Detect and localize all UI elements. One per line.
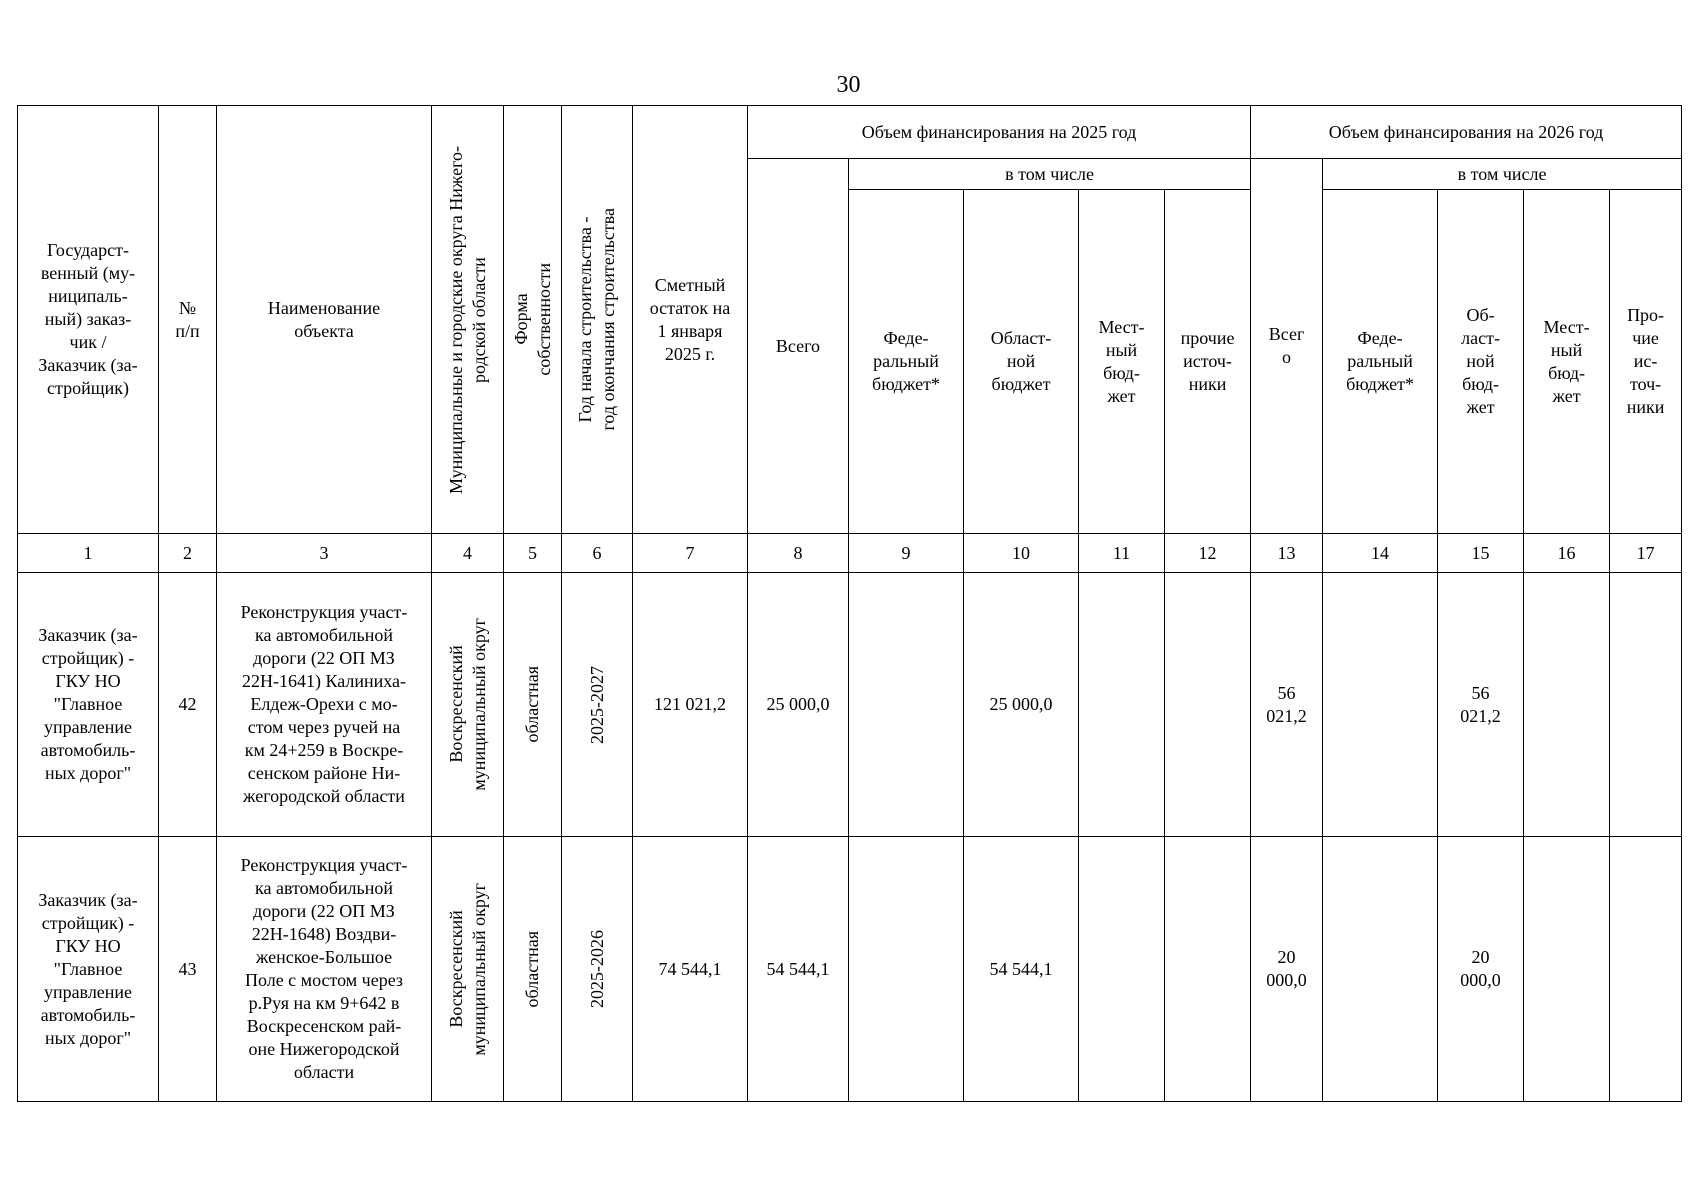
header-local-2025: Мест- ный бюд- жет xyxy=(1079,190,1165,534)
column-number-row xyxy=(18,534,1682,573)
header-federal-2025: Феде- ральный бюджет* xyxy=(849,190,964,534)
row-years-cell xyxy=(562,837,633,1102)
row-municipality-cell xyxy=(432,573,504,837)
row-estimate: 74 544,1 xyxy=(633,837,748,1102)
column-number: 9 xyxy=(849,534,964,573)
row-regional-2026: 20 000,0 xyxy=(1438,837,1524,1102)
header-years: Год начала строительства - год окончания строительства xyxy=(575,208,618,431)
header-row-1 xyxy=(18,106,1682,159)
header-municipality: Муниципальные и городские округа Нижего- родской области xyxy=(445,145,489,494)
column-number: 3 xyxy=(217,534,432,573)
column-number: 8 xyxy=(748,534,849,573)
row-regional-2026: 56 021,2 xyxy=(1438,573,1524,837)
column-number: 12 xyxy=(1165,534,1251,573)
row-total-2026: 56 021,2 xyxy=(1251,573,1323,837)
header-funding-2026: Объем финансирования на 2026 год xyxy=(1251,106,1682,159)
row-years: 2025-2026 xyxy=(586,930,607,1008)
row-customer: Заказчик (за- стройщик) - ГКУ НО "Главное управление автомобиль- ных дорог" xyxy=(18,573,159,837)
row-other-2026 xyxy=(1610,573,1682,837)
row-ownership: областная xyxy=(522,666,542,743)
header-number: № п/п xyxy=(159,106,217,534)
column-number: 14 xyxy=(1323,534,1438,573)
header-years-cell xyxy=(562,106,633,534)
row-object-name: Реконструкция участ- ка автомобильной дороги (22 ОП МЗ 22Н-1641) Калиниха- Елдеж-Орехи с мо- стом через ручей на км 24+259 в Воскре- сенском районе Ни- жегородской области xyxy=(217,573,432,837)
row-other-2025 xyxy=(1165,573,1251,837)
header-customer: Государст- венный (му- ниципаль- ный) заказ- чик / Заказчик (за- стройщик) xyxy=(18,106,159,534)
row-years: 2025-2027 xyxy=(586,665,607,744)
column-number: 1 xyxy=(18,534,159,573)
column-number: 6 xyxy=(562,534,633,573)
row-municipality: Воскресенский муниципальный округ xyxy=(445,618,489,791)
row-municipality-cell xyxy=(432,837,504,1102)
header-regional-2025: Област- ной бюджет xyxy=(964,190,1079,534)
row-regional-2025: 54 544,1 xyxy=(964,837,1079,1102)
column-number: 10 xyxy=(964,534,1079,573)
row-number: 43 xyxy=(159,837,217,1102)
header-object-name: Наименование объекта xyxy=(217,106,432,534)
row-object-name: Реконструкция участ- ка автомобильной дороги (22 ОП МЗ 22Н-1648) Воздви- женское-Большое Поле с мостом через р.Руя на км 9+642 в Воскресенском рай- оне Нижегородской области xyxy=(217,837,432,1102)
header-funding-2025: Объем финансирования на 2025 год xyxy=(748,106,1251,159)
column-number: 11 xyxy=(1079,534,1165,573)
row-total-2025: 54 544,1 xyxy=(748,837,849,1102)
column-number: 7 xyxy=(633,534,748,573)
header-including-2026: в том числе xyxy=(1323,159,1682,190)
header-total-2025: Всего xyxy=(748,159,849,534)
header-estimate: Сметный остаток на 1 января 2025 г. xyxy=(633,106,748,534)
row-other-2026 xyxy=(1610,837,1682,1102)
table-row xyxy=(18,837,1682,1102)
column-number: 16 xyxy=(1524,534,1610,573)
row-estimate: 121 021,2 xyxy=(633,573,748,837)
row-federal-2026 xyxy=(1323,837,1438,1102)
row-ownership-cell xyxy=(504,837,562,1102)
column-number: 15 xyxy=(1438,534,1524,573)
row-federal-2025 xyxy=(849,837,964,1102)
header-local-2026: Мест- ный бюд- жет xyxy=(1524,190,1610,534)
row-local-2026 xyxy=(1524,837,1610,1102)
row-local-2025 xyxy=(1079,573,1165,837)
row-other-2025 xyxy=(1165,837,1251,1102)
header-ownership-cell xyxy=(504,106,562,534)
page-number: 30 xyxy=(836,72,861,98)
header-municipality-cell xyxy=(432,106,504,534)
row-federal-2025 xyxy=(849,573,964,837)
row-local-2026 xyxy=(1524,573,1610,837)
row-ownership-cell xyxy=(504,573,562,837)
row-customer: Заказчик (за- стройщик) - ГКУ НО "Главное управление автомобиль- ных дорог" xyxy=(18,837,159,1102)
row-federal-2026 xyxy=(1323,573,1438,837)
column-number: 2 xyxy=(159,534,217,573)
row-ownership: областная xyxy=(522,930,542,1008)
header-ownership: Форма собственности xyxy=(510,263,554,376)
row-years-cell xyxy=(562,573,633,837)
header-other-2025: прочие источ- ники xyxy=(1165,190,1251,534)
table-row xyxy=(18,573,1682,837)
header-regional-2026: Об- ласт- ной бюд- жет xyxy=(1438,190,1524,534)
row-number: 42 xyxy=(159,573,217,837)
financing-table xyxy=(17,105,1682,1102)
row-total-2026: 20 000,0 xyxy=(1251,837,1323,1102)
column-number: 4 xyxy=(432,534,504,573)
column-number: 5 xyxy=(504,534,562,573)
row-municipality: Воскресенский муниципальный округ xyxy=(445,882,489,1056)
header-federal-2026: Феде- ральный бюджет* xyxy=(1323,190,1438,534)
header-total-2026: Всег о xyxy=(1251,159,1323,534)
row-local-2025 xyxy=(1079,837,1165,1102)
header-other-2026: Про- чие ис- точ- ники xyxy=(1610,190,1682,534)
column-number: 13 xyxy=(1251,534,1323,573)
row-total-2025: 25 000,0 xyxy=(748,573,849,837)
column-number: 17 xyxy=(1610,534,1682,573)
header-including-2025: в том числе xyxy=(849,159,1251,190)
row-regional-2025: 25 000,0 xyxy=(964,573,1079,837)
